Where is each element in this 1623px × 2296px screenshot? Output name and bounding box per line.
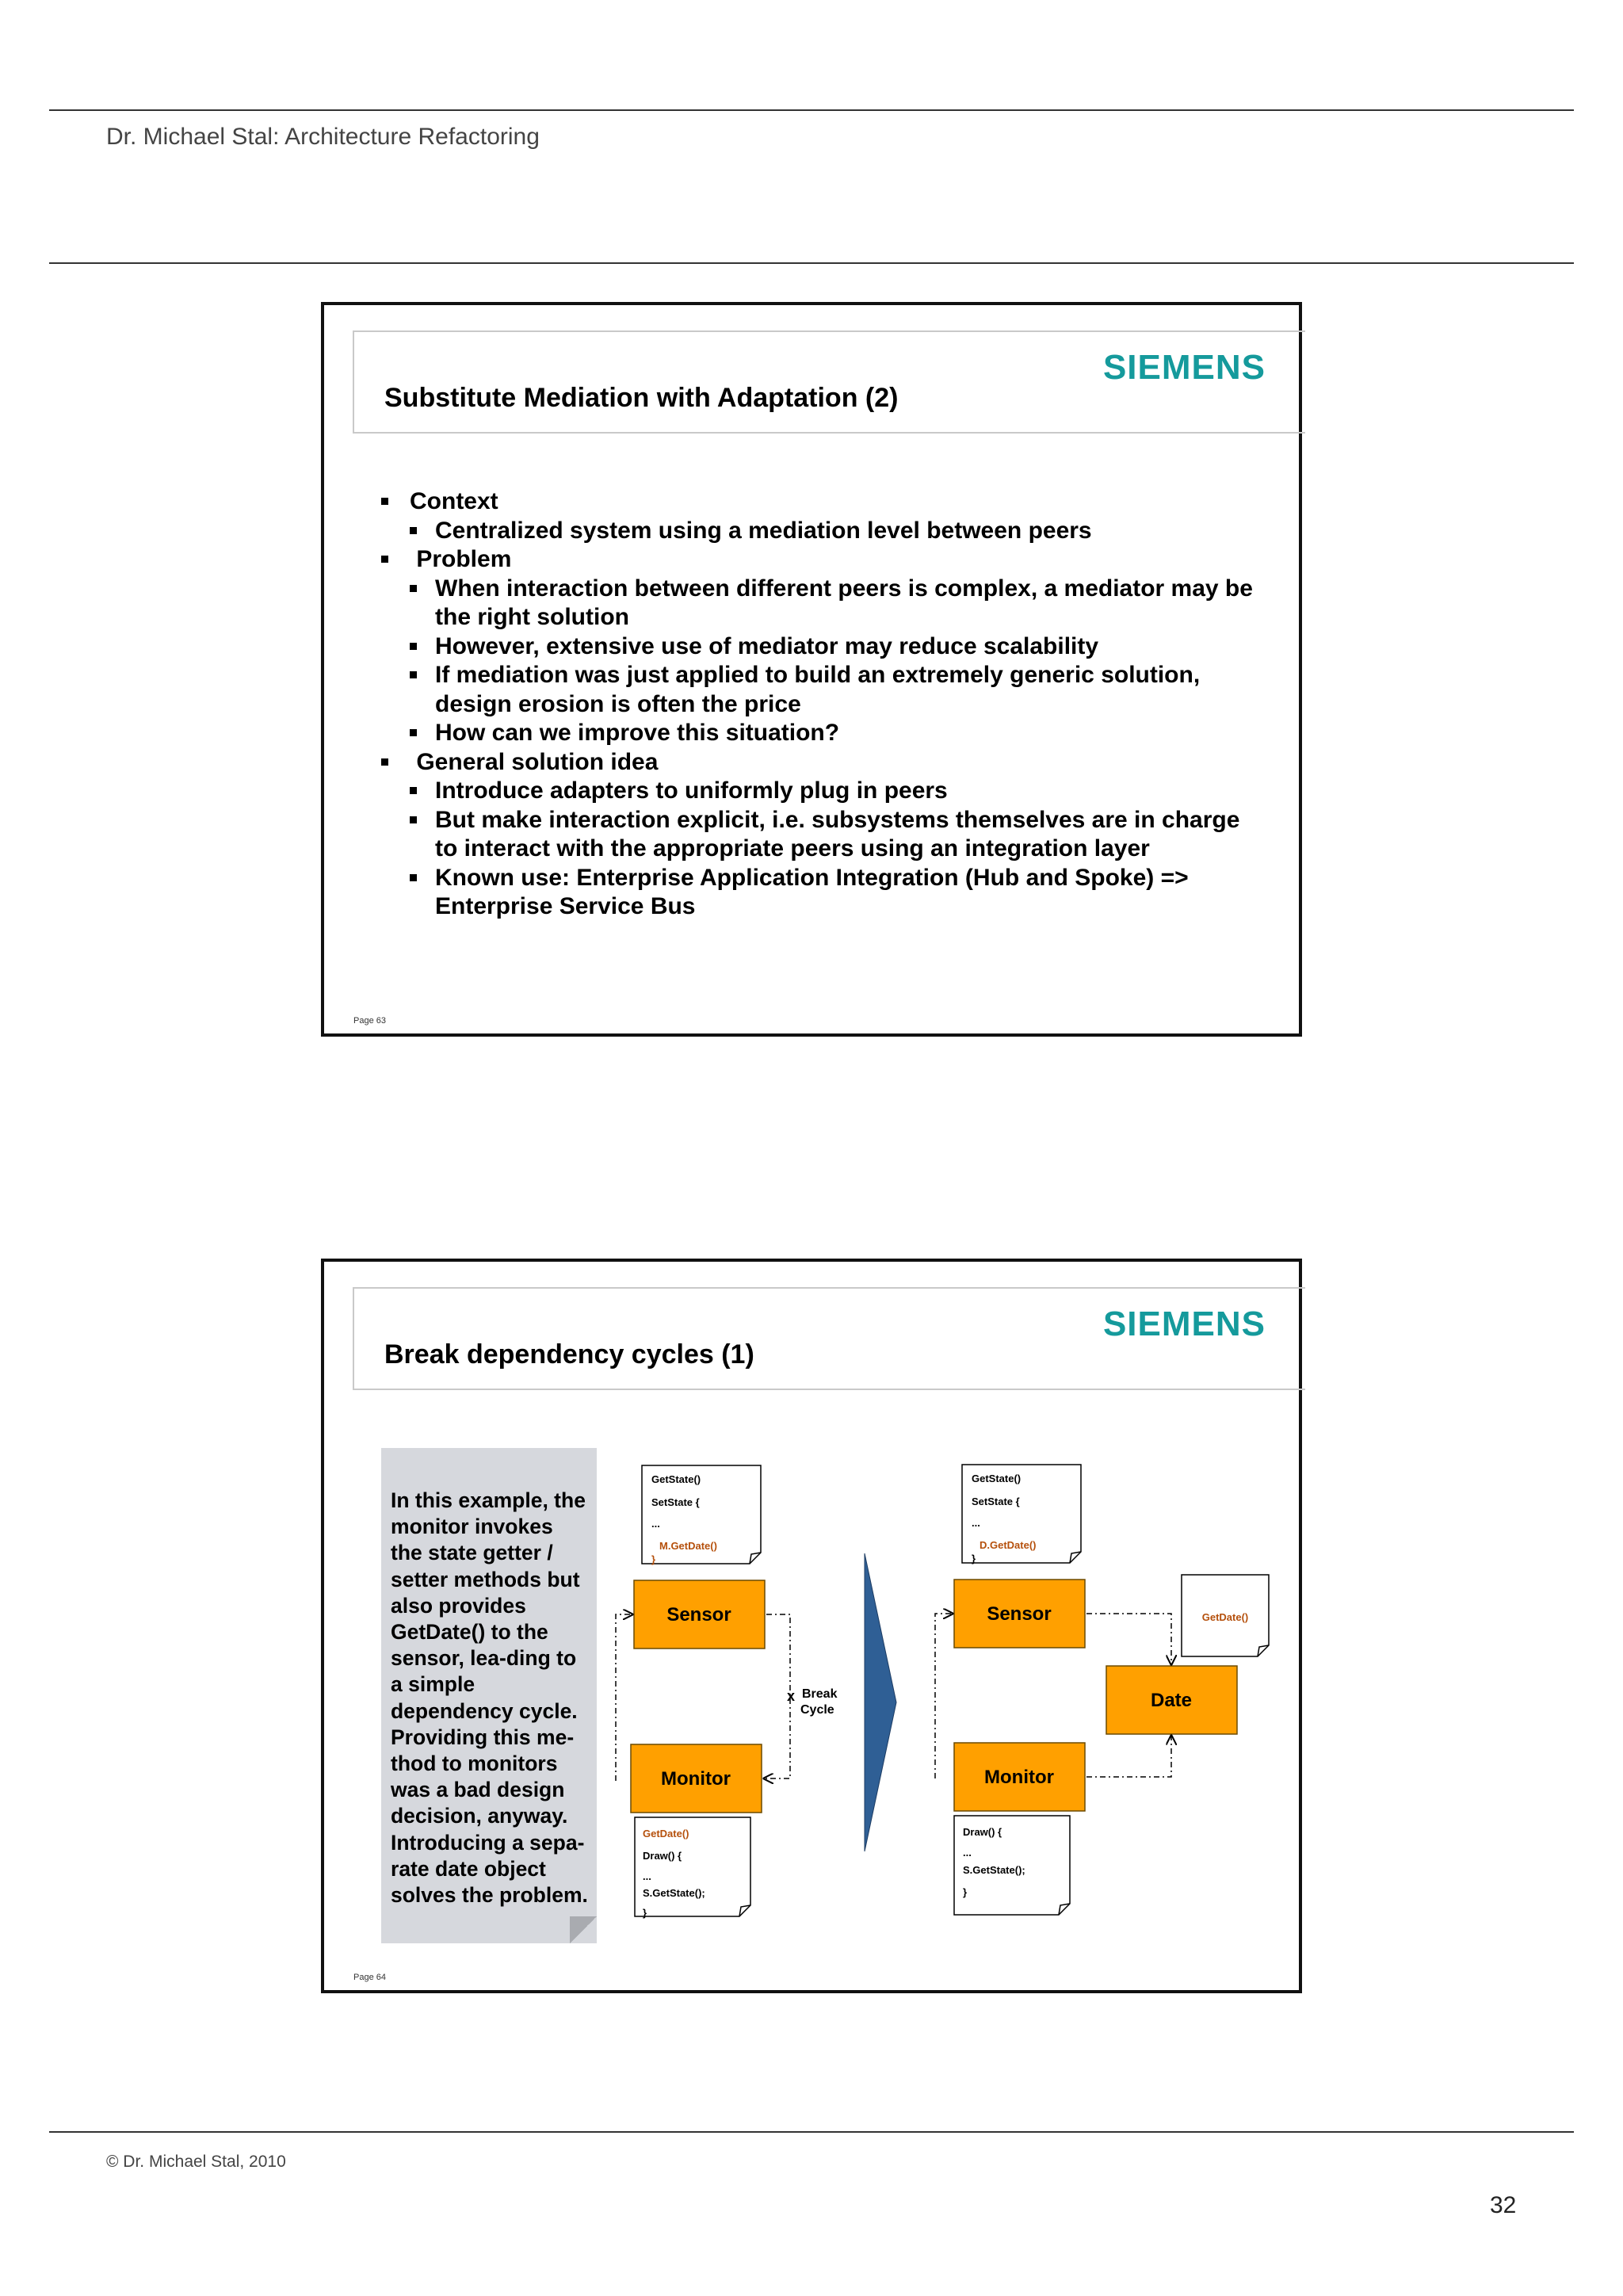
bullet-item: How can we improve this situation?	[381, 719, 1253, 748]
note-line: ...	[643, 1870, 651, 1882]
note-line: Draw() {	[963, 1826, 1002, 1838]
monitor-code-note-right	[954, 1816, 1070, 1915]
bullet-item: Centralized system using a mediation level between peers	[381, 517, 1253, 546]
monitor-box-left	[631, 1744, 762, 1813]
transformation-arrow	[865, 1553, 896, 1851]
footer-rule	[49, 2131, 1574, 2133]
note-line: GetState()	[972, 1473, 1022, 1484]
date-code-note	[1182, 1575, 1269, 1656]
dependency-diagram	[324, 1262, 1299, 1990]
copyright-text: © Dr. Michael Stal, 2010	[106, 2153, 286, 2171]
dependency-arrow-sensor-to-date	[1086, 1614, 1171, 1664]
siemens-logo: SIEMENS	[1102, 1305, 1266, 1343]
bullet-item: If mediation was just applied to build an extremely generic solution, design erosion is often the price	[381, 661, 1253, 719]
sensor-box-left	[634, 1580, 765, 1648]
sensor-box-right	[954, 1580, 1085, 1648]
header-rule-top	[49, 109, 1574, 111]
slide-title: Substitute Mediation with Adaptation (2)	[384, 383, 899, 413]
bullet-item: When interaction between different peers is complex, a mediator may be the right solution	[381, 575, 1253, 632]
date-box	[1106, 1666, 1237, 1734]
break-cycle-label: Break	[802, 1687, 838, 1701]
bullet-item: Known use: Enterprise Application Integration (Hub and Spoke) => Enterprise Service Bus	[381, 864, 1253, 922]
note-line: }	[643, 1907, 647, 1919]
note-line: ...	[963, 1847, 972, 1859]
note-line-highlight: D.GetDate()	[980, 1539, 1037, 1551]
sensor-code-note	[642, 1465, 761, 1565]
slide-title-bar	[353, 330, 1305, 434]
note-line: }	[972, 1553, 976, 1564]
svg-text:Monitor: Monitor	[984, 1767, 1054, 1788]
siemens-logo: SIEMENS	[1102, 348, 1266, 387]
note-line: SetState {	[972, 1496, 1020, 1507]
note-line: }	[963, 1886, 968, 1898]
bullet-item: However, extensive use of mediator may reduce scalability	[381, 632, 1253, 662]
note-line: ...	[651, 1518, 660, 1530]
sensor-code-note-right	[962, 1465, 1081, 1564]
note-line: S.GetState();	[963, 1864, 1025, 1876]
bullet-problem: Problem	[381, 545, 1253, 575]
svg-text:Date: Date	[1150, 1690, 1193, 1711]
note-line: S.GetState();	[643, 1887, 705, 1899]
note-line-highlight: GetDate()	[643, 1828, 689, 1839]
note-line: GetState()	[651, 1473, 701, 1485]
slide-page-label: Page 63	[353, 1016, 386, 1026]
break-mark: x	[787, 1688, 796, 1704]
slide-title: Break dependency cycles (1)	[384, 1339, 754, 1370]
svg-text:GetDate(): GetDate()	[1201, 1611, 1249, 1623]
svg-text:Sensor: Sensor	[666, 1604, 731, 1626]
explanation-note: In this example, the monitor invokes the state getter / setter methods but also provides GetDate() to the sensor, lea-ding to a simple dependency cycle. Providing this me-thod to monitors was a bad design decision, anyway. Introducing a sepa-rate date object solves the problem.	[381, 1448, 597, 1943]
monitor-box-right	[954, 1743, 1085, 1811]
header-rule-bottom	[49, 262, 1574, 264]
dependency-arrow-monitor-to-date	[1086, 1736, 1171, 1777]
bullet-solution: General solution idea	[381, 748, 1253, 777]
svg-text:Monitor: Monitor	[661, 1768, 731, 1790]
document-header-title: Dr. Michael Stal: Architecture Refactoring	[106, 124, 540, 150]
bullet-list	[381, 487, 1253, 922]
monitor-code-note	[635, 1817, 750, 1919]
note-line-highlight: M.GetDate()	[659, 1540, 717, 1552]
bullet-item: Introduce adapters to uniformly plug in peers	[381, 777, 1253, 806]
slide-64	[321, 1259, 1302, 1993]
break-cycle-label: Cycle	[800, 1703, 834, 1717]
bullet-item: But make interaction explicit, i.e. subsystems themselves are in charge to interact with the appropriate peers using an integration layer	[381, 806, 1253, 864]
note-line: Draw() {	[643, 1850, 682, 1862]
note-line: SetState {	[651, 1496, 700, 1508]
slide-page-label: Page 64	[353, 1973, 386, 1982]
dependency-arrow-monitor-to-sensor	[616, 1614, 632, 1781]
dependency-arrow-monitor-to-sensor-right	[935, 1614, 953, 1778]
slide-63	[321, 302, 1302, 1037]
note-line: }	[651, 1553, 656, 1565]
page-number: 32	[1490, 2192, 1517, 2218]
bullet-context: Context	[381, 487, 1253, 517]
svg-text:Sensor: Sensor	[987, 1603, 1052, 1625]
note-line: ...	[972, 1517, 980, 1529]
